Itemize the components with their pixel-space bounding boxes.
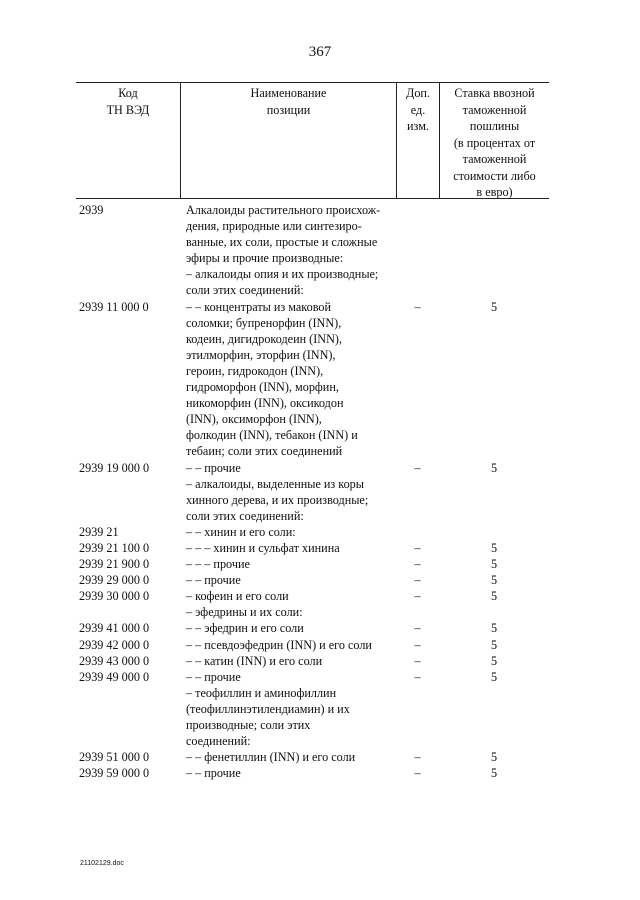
- table-row: [76, 637, 549, 653]
- row-description-line: – – прочие: [186, 669, 241, 684]
- header-unit: [396, 83, 439, 198]
- table-row: [76, 572, 549, 588]
- table-row: [76, 556, 549, 572]
- row-description-line: никоморфин (INN), оксикодон: [186, 396, 344, 411]
- row-description-line: – – – хинин и сульфат хинина: [186, 540, 340, 555]
- row-unit: [396, 604, 439, 620]
- row-description: [180, 588, 396, 604]
- row-description-line: (теофиллинэтилендиамин) и их: [186, 701, 350, 716]
- row-description-line: – – хинин и его соли:: [186, 524, 296, 539]
- row-description-line: соломки; бупренорфин (INN),: [186, 315, 342, 330]
- row-description-line: соли этих соединений:: [186, 283, 304, 298]
- table-row: [76, 299, 549, 460]
- row-description-line: (INN), оксиморфон (INN),: [186, 412, 322, 427]
- row-description: [180, 765, 396, 781]
- row-description: [180, 524, 396, 540]
- row-rate: 5: [490, 557, 498, 572]
- row-description-line: дения, природные или синтезиро-: [186, 219, 362, 234]
- header-rate-line: таможенной: [462, 152, 527, 166]
- row-code: 2939 21 100 0: [79, 540, 150, 555]
- header-name: [180, 83, 396, 198]
- table-row: [76, 524, 549, 540]
- header-unit-line: ед.: [410, 102, 426, 117]
- row-unit: –: [414, 653, 421, 668]
- row-code: 2939 11 000 0: [79, 299, 149, 314]
- row-rate: [439, 266, 549, 298]
- header-rate-line: таможенной: [462, 102, 527, 117]
- row-description-line: – – прочие: [186, 573, 241, 588]
- header-name-line: позиции: [266, 102, 311, 117]
- table-row: [76, 540, 549, 556]
- row-code: [76, 685, 180, 749]
- row-description: [180, 476, 396, 524]
- header-rate: [439, 83, 549, 198]
- table-row: [76, 669, 549, 685]
- row-code: 2939 49 000 0: [79, 669, 150, 684]
- row-rate: 5: [490, 573, 498, 588]
- row-description-line: производные; соли этих: [186, 718, 311, 732]
- row-rate: 5: [490, 621, 498, 636]
- table-row: [76, 460, 549, 476]
- table-body: [76, 199, 549, 781]
- row-unit: –: [414, 621, 421, 636]
- row-description: [180, 749, 396, 765]
- row-description-line: – эфедрины и их соли:: [186, 605, 303, 620]
- row-code: [76, 604, 180, 620]
- row-unit: [396, 524, 439, 540]
- header-rate-line: стоимости либо: [453, 168, 536, 183]
- page-number: 367: [308, 44, 332, 60]
- row-rate: 5: [490, 299, 498, 314]
- row-description-line: – – эфедрин и его соли: [186, 621, 304, 636]
- row-description-line: – теофиллин и аминофиллин: [186, 685, 337, 700]
- row-code: 2939 59 000 0: [79, 766, 150, 781]
- row-description-line: – – катин (INN) и его соли: [186, 653, 323, 668]
- row-description: [180, 202, 396, 266]
- row-unit: –: [414, 750, 421, 765]
- row-rate: 5: [490, 637, 498, 652]
- row-description: [180, 266, 396, 298]
- row-description-line: этилморфин, эторфин (INN),: [186, 347, 336, 362]
- row-unit: –: [414, 299, 421, 314]
- table-header: [76, 82, 549, 199]
- row-rate: [439, 685, 549, 749]
- header-name-line: Наименование: [250, 86, 327, 100]
- row-code: 2939 30 000 0: [79, 589, 150, 604]
- row-unit: [396, 266, 439, 298]
- table-row: [76, 653, 549, 669]
- header-unit-line: Доп.: [406, 86, 430, 100]
- row-code: 2939 41 000 0: [79, 621, 150, 636]
- table-row: [76, 749, 549, 765]
- header-rate-line: Ставка ввозной: [454, 86, 535, 100]
- row-unit: –: [414, 766, 421, 781]
- row-unit: –: [414, 557, 421, 572]
- row-unit: –: [414, 637, 421, 652]
- table-row: [76, 620, 549, 636]
- row-code: 2939 19 000 0: [79, 460, 150, 475]
- row-description-line: гидроморфон (INN), морфин,: [186, 380, 339, 395]
- row-code: [76, 266, 180, 298]
- table-row: [76, 476, 549, 524]
- row-description: [180, 540, 396, 556]
- row-description-line: – – прочие: [186, 460, 241, 475]
- row-rate: 5: [490, 589, 498, 604]
- row-rate: 5: [490, 540, 498, 555]
- row-description-line: тебаин; соли этих соединений: [186, 444, 343, 459]
- row-description-line: – – – прочие: [186, 557, 250, 572]
- row-rate: 5: [490, 669, 498, 684]
- row-description-line: – алкалоиды, выделенные из коры: [186, 476, 364, 491]
- row-description-line: соединений:: [186, 734, 251, 749]
- row-rate: [439, 524, 549, 540]
- row-description-line: – алкалоиды опия и их производные;: [186, 267, 379, 282]
- row-code: 2939 21 900 0: [79, 557, 150, 572]
- row-description: [180, 556, 396, 572]
- row-code: 2939: [79, 203, 104, 217]
- header-code-line: Код: [118, 86, 138, 100]
- table-row: [76, 588, 549, 604]
- row-description-line: – кофеин и его соли: [186, 589, 289, 604]
- header-code: [76, 83, 180, 198]
- row-code: 2939 29 000 0: [79, 573, 150, 588]
- row-code: 2939 21: [79, 524, 119, 539]
- row-description: [180, 669, 396, 685]
- table-row: [76, 266, 549, 298]
- row-description: [180, 685, 396, 749]
- row-description-line: хинного дерева, и их производные;: [186, 492, 369, 507]
- row-rate: [439, 476, 549, 524]
- row-code: 2939 42 000 0: [79, 637, 150, 652]
- row-code: 2939 43 000 0: [79, 653, 150, 668]
- header-rate-line: (в процентах от: [453, 135, 536, 150]
- row-rate: [439, 604, 549, 620]
- header-rate-line: в евро): [476, 185, 513, 199]
- row-description-line: – – прочие: [186, 766, 241, 781]
- row-description-line: – – псевдоэфедрин (INN) и его соли: [186, 637, 372, 652]
- footer-filename: 21102129.doc: [80, 860, 124, 867]
- row-description-line: соли этих соединений:: [186, 508, 304, 523]
- row-description-line: фолкодин (INN), тебакон (INN) и: [186, 428, 358, 443]
- row-unit: [396, 202, 439, 266]
- row-code: 2939 51 000 0: [79, 750, 150, 765]
- row-unit: –: [414, 460, 421, 475]
- row-description-line: кодеин, дигидрокодеин (INN),: [186, 331, 342, 346]
- table-row: [76, 604, 549, 620]
- row-description: [180, 604, 396, 620]
- row-rate: [439, 202, 549, 266]
- row-unit: –: [414, 573, 421, 588]
- row-description-line: – – концентраты из маковой: [186, 299, 331, 314]
- row-description-line: Алкалоиды растительного происхож-: [186, 203, 381, 217]
- row-description-line: эфиры и прочие производные:: [186, 251, 344, 266]
- row-description-line: ванные, их соли, простые и сложные: [186, 235, 378, 250]
- row-rate: 5: [490, 766, 498, 781]
- row-description-line: героин, гидрокодон (INN),: [186, 363, 324, 378]
- row-rate: 5: [490, 460, 498, 475]
- table-row: [76, 202, 549, 266]
- header-code-line: ТН ВЭД: [106, 102, 150, 117]
- row-description: [180, 572, 396, 588]
- row-description: [180, 299, 396, 460]
- table-row: [76, 685, 549, 749]
- row-description-line: – – фенетиллин (INN) и его соли: [186, 750, 356, 765]
- row-code: [76, 476, 180, 524]
- header-unit-line: изм.: [407, 119, 429, 133]
- tariff-table: [76, 82, 549, 781]
- row-description: [180, 460, 396, 476]
- row-rate: 5: [490, 653, 498, 668]
- row-description: [180, 620, 396, 636]
- row-unit: [396, 685, 439, 749]
- row-rate: 5: [490, 750, 498, 765]
- row-unit: –: [414, 669, 421, 684]
- row-description: [180, 637, 396, 653]
- row-unit: –: [414, 540, 421, 555]
- row-unit: –: [414, 589, 421, 604]
- row-unit: [396, 476, 439, 524]
- header-rate-line: пошлины: [469, 119, 520, 133]
- table-row: [76, 765, 549, 781]
- row-description: [180, 653, 396, 669]
